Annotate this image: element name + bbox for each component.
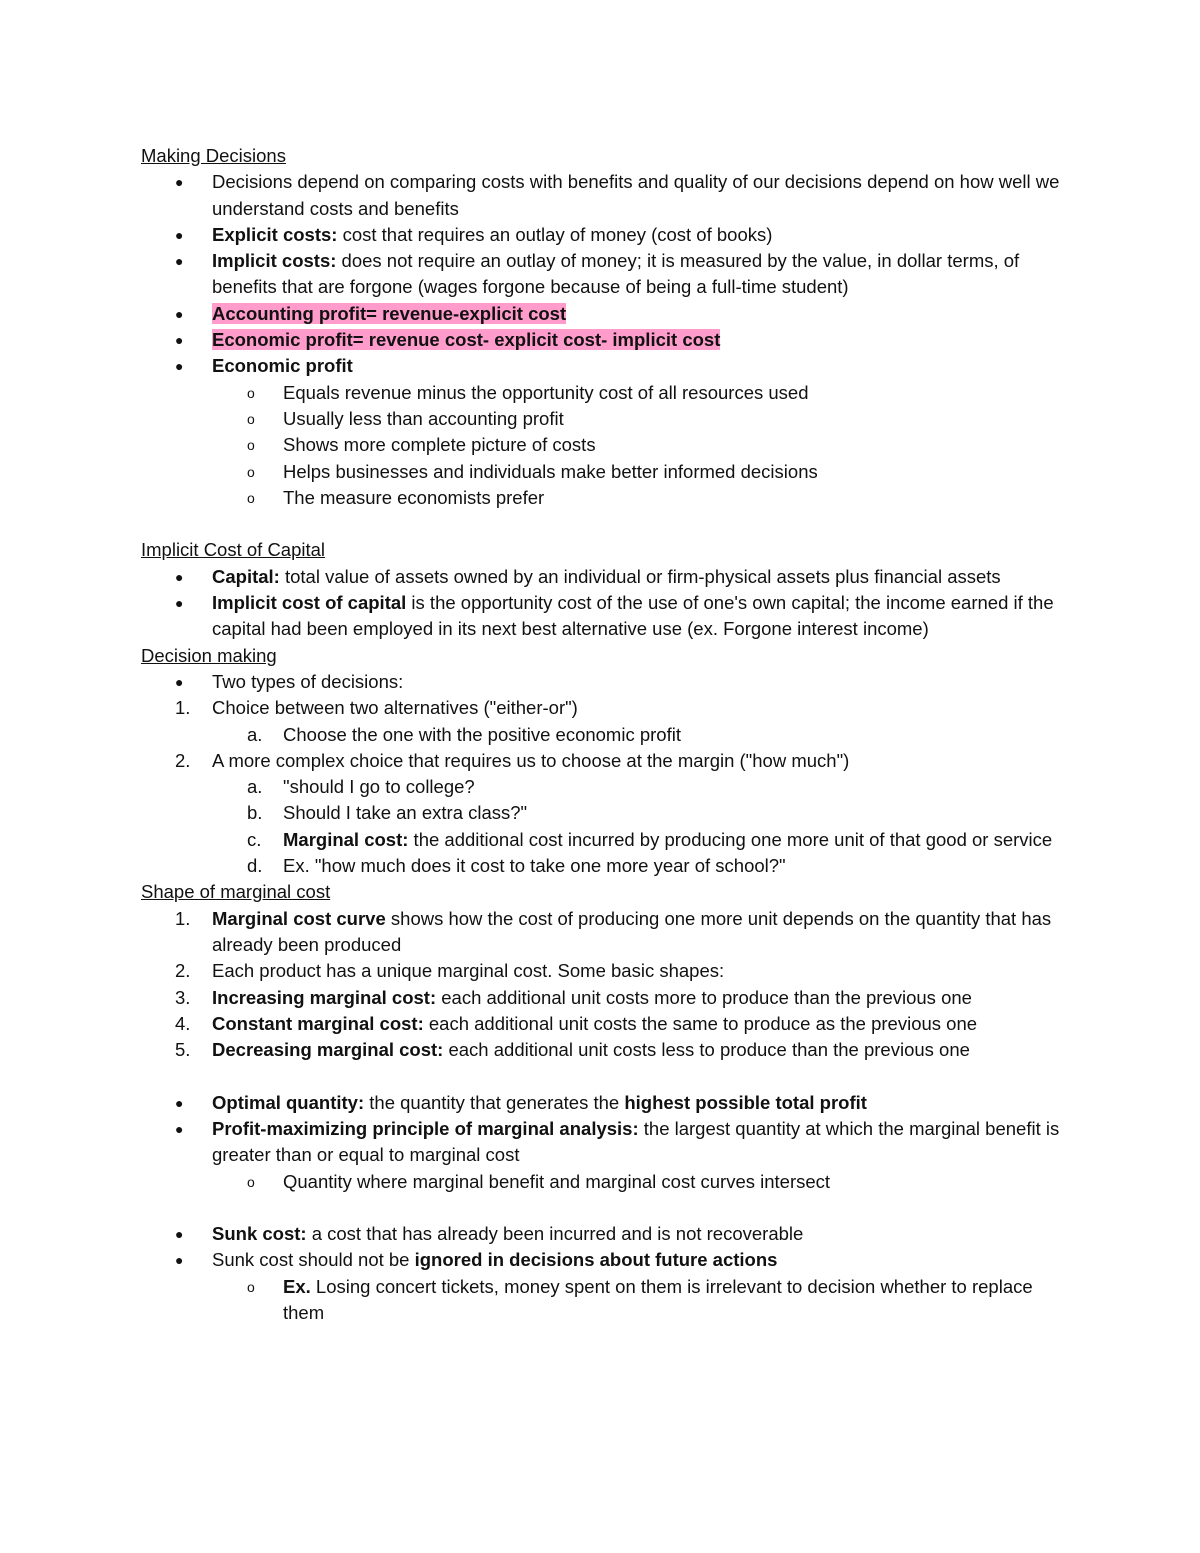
- letter-marker: b.: [247, 802, 263, 824]
- number-marker: 2.: [175, 960, 191, 982]
- bullet-marker: ●: [175, 1226, 184, 1243]
- item-text: shows how the cost of producing one more unit depends on the quantity that has already been produced: [212, 907, 1052, 955]
- circle-marker: o: [247, 489, 255, 506]
- letter-marker: d.: [247, 855, 263, 877]
- sub-list-item: [141, 1169, 1061, 1195]
- item-text: a cost that has already been incurred and is not recoverable: [306, 1223, 804, 1245]
- lettered-item: [141, 722, 1061, 748]
- bullet-marker: ●: [175, 595, 184, 612]
- number-marker: 1.: [175, 907, 191, 929]
- numbered-item: [141, 748, 1061, 774]
- term-capital: Capital:: [212, 565, 280, 587]
- emphasis-text: highest possible total profit: [624, 1091, 867, 1113]
- list-item: [141, 353, 1061, 379]
- term-implicit-cost-of-capital: Implicit cost of capital: [212, 592, 407, 614]
- item-text: the largest quantity at which the marginal benefit is greater than or equal to marginal cost: [212, 1117, 1060, 1166]
- item-text: Quantity where marginal benefit and marginal cost curves intersect: [283, 1170, 831, 1192]
- item-text: Choice between two alternatives ("either-or"): [212, 697, 578, 719]
- item-text: the additional cost incurred by producing one more unit of that good or service: [408, 828, 1053, 850]
- number-marker: 3.: [175, 986, 191, 1008]
- letter-marker: a.: [247, 776, 263, 798]
- term-economic-profit: Economic profit: [212, 355, 353, 377]
- number-marker: 5.: [175, 1039, 191, 1061]
- circle-marker: o: [247, 384, 255, 401]
- sub-list-item: [141, 380, 1061, 406]
- item-text: Helps businesses and individuals make better informed decisions: [283, 460, 818, 482]
- circle-marker: o: [247, 410, 255, 427]
- term-sunk-cost: Sunk cost:: [212, 1223, 307, 1245]
- letter-marker: a.: [247, 723, 263, 745]
- numbered-item: [141, 695, 1061, 721]
- list-item: [141, 1090, 1061, 1116]
- term-constant-marginal-cost: Constant marginal cost:: [212, 1012, 424, 1034]
- bullet-marker: ●: [175, 253, 184, 270]
- item-text: Shows more complete picture of costs: [283, 434, 596, 456]
- numbered-item: [141, 958, 1061, 984]
- item-text: does not require an outlay of money; it is measured by the value, in dollar terms, of benefits that are forgone (wages forgone because of being a full-time student): [212, 250, 1020, 298]
- letter-marker: c.: [247, 828, 262, 850]
- term-explicit-costs: Explicit costs:: [212, 223, 338, 245]
- heading-shape-of-marginal-cost: Shape of marginal cost: [141, 881, 331, 903]
- bullet-marker: ●: [175, 673, 184, 690]
- term-profit-maximizing-principle: Profit-maximizing principle of marginal analysis:: [212, 1117, 639, 1139]
- item-text: Choose the one with the positive economic profit: [283, 723, 681, 745]
- list-item: [141, 169, 1061, 222]
- list-item: [141, 669, 1061, 695]
- item-text: is the opportunity cost of the use of one's own capital; the income earned if the capital had been employed in its next best alternative use (ex. Forgone interest income): [212, 592, 1054, 640]
- term-implicit-costs: Implicit costs:: [212, 250, 337, 272]
- number-marker: 4.: [175, 1012, 191, 1034]
- item-text: Each product has a unique marginal cost. Some basic shapes:: [212, 960, 725, 982]
- bullet-marker: ●: [175, 1094, 184, 1111]
- item-text: each additional unit costs less to produce than the previous one: [443, 1039, 970, 1061]
- bullet-marker: ●: [175, 332, 184, 349]
- lettered-item: [141, 800, 1061, 826]
- heading-implicit-cost-of-capital: Implicit Cost of Capital: [141, 539, 326, 561]
- item-text: each additional unit costs more to produce than the previous one: [436, 986, 972, 1008]
- circle-marker: o: [247, 437, 255, 454]
- term-marginal-cost: Marginal cost:: [283, 828, 409, 850]
- list-item: [141, 301, 1061, 327]
- list-item: [141, 1247, 1061, 1273]
- circle-marker: o: [247, 1173, 255, 1190]
- item-text: each additional unit costs the same to produce as the previous one: [423, 1012, 978, 1034]
- term-increasing-marginal-cost: Increasing marginal cost:: [212, 986, 437, 1008]
- item-text: Ex. "how much does it cost to take one more year of school?": [283, 855, 786, 877]
- bullet-marker: ●: [175, 358, 184, 375]
- circle-marker: o: [247, 1278, 255, 1295]
- item-text: Should I take an extra class?": [283, 802, 528, 824]
- bullet-marker: ●: [175, 174, 184, 191]
- item-text: "should I go to college?: [283, 776, 475, 798]
- item-text: the quantity that generates the: [364, 1091, 625, 1113]
- item-text: Two types of decisions:: [212, 670, 404, 692]
- numbered-item: [141, 906, 1061, 959]
- sub-list-item: [141, 485, 1061, 511]
- document-page: [141, 143, 1061, 1326]
- bullet-marker: ●: [175, 1120, 184, 1137]
- term-optimal-quantity: Optimal quantity:: [212, 1091, 365, 1113]
- term-example: Ex.: [283, 1275, 311, 1297]
- list-item: [141, 222, 1061, 248]
- item-text: cost that requires an outlay of money (cost of books): [337, 223, 773, 245]
- highlight-accounting-profit: Accounting profit= revenue-explicit cost: [212, 302, 567, 324]
- sub-list-item: [141, 459, 1061, 485]
- heading-decision-making: Decision making: [141, 644, 277, 666]
- numbered-item: [141, 1037, 1061, 1063]
- sub-list-item: [141, 432, 1061, 458]
- numbered-item: [141, 985, 1061, 1011]
- highlight-economic-profit: Economic profit= revenue cost- explicit cost- implicit cost: [212, 329, 721, 351]
- bullet-marker: ●: [175, 568, 184, 585]
- item-text: Sunk cost should not be: [212, 1249, 415, 1271]
- term-marginal-cost-curve: Marginal cost curve: [212, 907, 386, 929]
- numbered-item: [141, 1011, 1061, 1037]
- bullet-marker: ●: [175, 226, 184, 243]
- heading-making-decisions: Making Decisions: [141, 145, 286, 166]
- number-marker: 2.: [175, 749, 191, 771]
- item-text: A more complex choice that requires us to choose at the margin ("how much"): [212, 749, 850, 771]
- sub-list-item: [141, 1274, 1061, 1327]
- lettered-item: [141, 853, 1061, 879]
- list-item: [141, 1116, 1061, 1169]
- list-item: [141, 1221, 1061, 1247]
- bullet-marker: ●: [175, 305, 184, 322]
- list-item: [141, 327, 1061, 353]
- item-text: total value of assets owned by an individual or firm-physical assets plus financial assets: [279, 565, 1001, 587]
- list-item: [141, 564, 1061, 590]
- number-marker: 1.: [175, 697, 191, 719]
- item-text: Losing concert tickets, money spent on them is irrelevant to decision whether to replace them: [283, 1275, 1033, 1324]
- item-text: Equals revenue minus the opportunity cost of all resources used: [283, 381, 809, 403]
- list-item: [141, 248, 1061, 301]
- blank-line: [141, 1063, 1061, 1089]
- item-text: Decisions depend on comparing costs with benefits and quality of our decisions depend on how well we understand costs and benefits: [212, 171, 1060, 219]
- sub-list-item: [141, 406, 1061, 432]
- lettered-item: [141, 827, 1061, 853]
- circle-marker: o: [247, 463, 255, 480]
- blank-line: [141, 511, 1061, 537]
- list-item: [141, 590, 1061, 643]
- item-text: Usually less than accounting profit: [283, 407, 564, 429]
- item-text: The measure economists prefer: [283, 486, 545, 508]
- bullet-marker: ●: [175, 1252, 184, 1269]
- blank-line: [141, 1195, 1061, 1221]
- emphasis-text: ignored in decisions about future actions: [414, 1249, 778, 1271]
- lettered-item: [141, 774, 1061, 800]
- term-decreasing-marginal-cost: Decreasing marginal cost:: [212, 1039, 444, 1061]
